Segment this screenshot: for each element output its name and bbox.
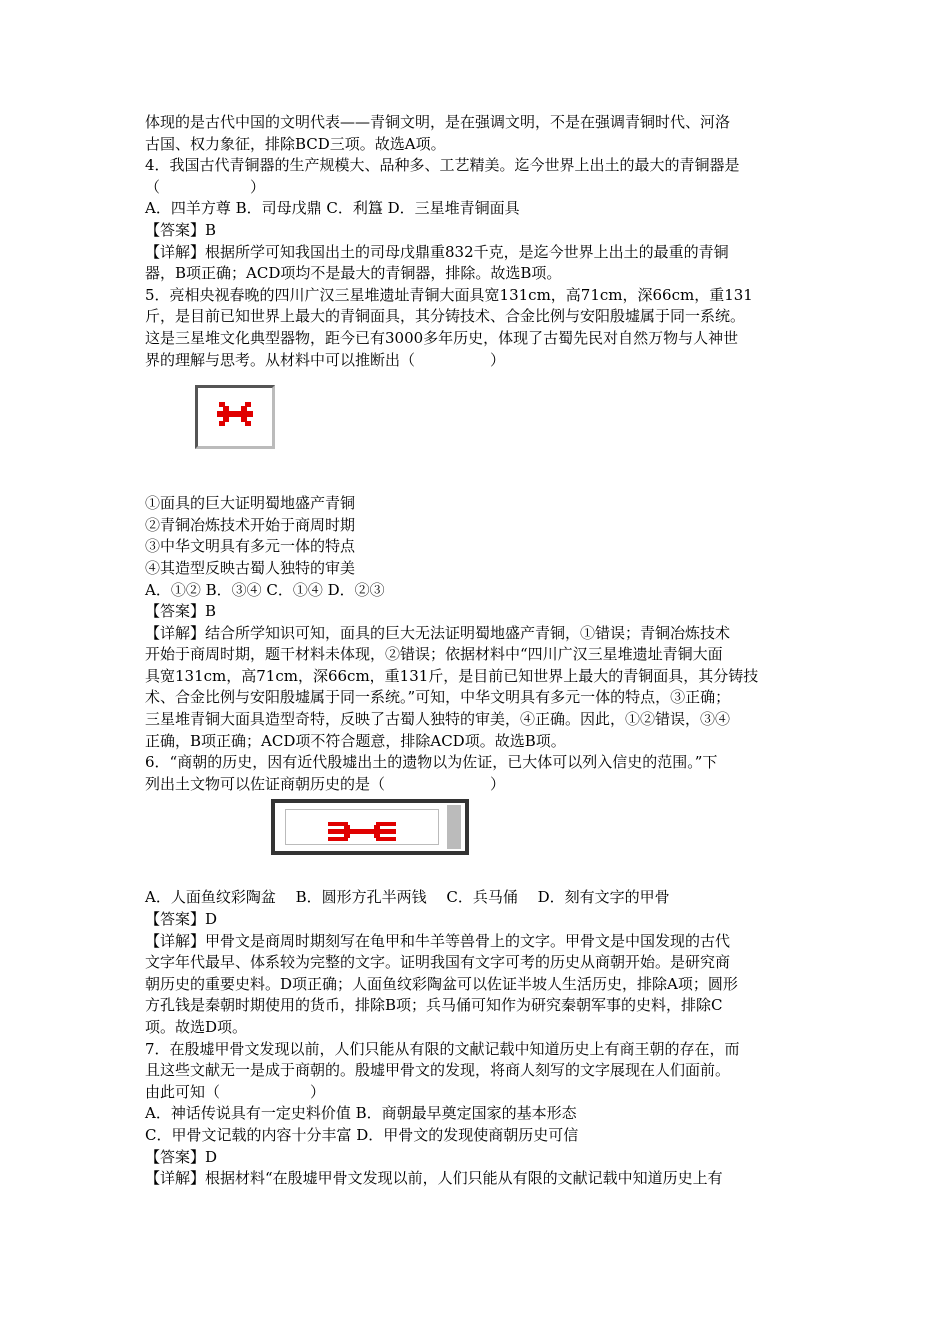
text-line: 项。故选D项。: [145, 1018, 248, 1036]
broken-image-icon: [198, 388, 272, 446]
text-line: 【详解】甲骨文是商周时期刻写在龟甲和牛羊等兽骨上的文字。甲骨文是中国发现的古代: [145, 931, 731, 950]
question-block-4-5: [145, 112, 825, 371]
broken-image-icon: [286, 810, 438, 852]
text-line: 列出土文物可以佐证商朝历史的是（ ）: [145, 774, 506, 793]
text-line: 5．亮相央视春晚的四川广汉三星堆遗址青铜大面具宽131cm，高71cm，深66cm，重131: [145, 285, 753, 304]
text-line: 体现的是古代中国的文明代表——青铜文明，是在强调文明，不是在强调青铜时代、河洛: [145, 113, 731, 131]
text-line: 【详解】根据材料“在殷墟甲骨文发现以前，人们只能从有限的文献记载中知道历史上有: [145, 1169, 723, 1188]
text-line: A．四羊方尊 B．司母戊鼎 C．利簋 D．三星堆青铜面具: [145, 199, 520, 218]
text-line: ①面具的巨大证明蜀地盛产青铜: [145, 494, 356, 513]
text-line: 7．在殷墟甲骨文发现以前，人们只能从有限的文献记载中知道历史上有商王朝的存在，而: [145, 1039, 740, 1058]
text-line: 三星堆青铜大面具造型奇特，反映了古蜀人独特的审美，④正确。因此，①②错误，③④: [145, 710, 731, 729]
text-line: （ ）: [145, 177, 266, 196]
text-line: 这是三星堆文化典型器物，距今已有3000多年历史，体现了古蜀先民对自然万物与人神世: [145, 328, 739, 347]
text-line: 【答案】D: [145, 1147, 218, 1166]
text-line: A．①② B．③④ C．①④ D．②③: [145, 580, 385, 599]
text-line: 由此可知（ ）: [145, 1082, 326, 1101]
text-line: 开始于商周时期，题干材料未体现，②错误；依据材料中“四川广汉三星堆遗址青铜大面: [145, 645, 723, 664]
text-line: 器，B项正确；ACD项均不是最大的青铜器，排除。故选B项。: [145, 264, 562, 283]
text-line: 【答案】D: [145, 910, 218, 929]
text-line: A．神话传说具有一定史料价值 B．商朝最早奠定国家的基本形态: [145, 1104, 577, 1123]
text-line: 文字年代最早、体系较为完整的文字。证明我国有文字可考的历史从商朝开始。是研究商: [145, 953, 731, 972]
text-line: ②青铜冶炼技术开始于商周时期: [145, 515, 356, 534]
text-line: 正确，B项正确；ACD项不符合题意，排除ACD项。故选B项。: [145, 731, 566, 750]
question-block-6-7: [145, 887, 825, 1189]
text-line: 具宽131cm，高71cm，深66cm，重131斤，是目前已知世界上最大的青铜面具，其分铸技: [145, 666, 759, 685]
text-line: 4．我国古代青铜器的生产规模大、品种多、工艺精美。迄今世界上出土的最大的青铜器是: [145, 156, 740, 175]
text-line: 且这些文献无一是成于商朝的。殷墟甲骨文的发现，将商人刻写的文字展现在人们面前。: [145, 1061, 731, 1080]
text-line: 朝历史的重要史料。D项正确；人面鱼纹彩陶盆可以佐证半坡人生活历史，排除A项；圆形: [145, 974, 738, 993]
scroll-bar: [447, 805, 461, 849]
document-page: [145, 112, 825, 1190]
question-block-5-6: [145, 493, 825, 795]
text-line: C．甲骨文记载的内容十分丰富 D．甲骨文的发现使商朝历史可信: [145, 1125, 579, 1144]
text-line: 6．“商朝的历史，因有近代殷墟出土的遗物以为佐证，已大体可以列入信史的范围。”下: [145, 753, 718, 772]
text-line: 【答案】B: [145, 602, 217, 621]
broken-image-frame: [195, 385, 275, 449]
artifacts-image-placeholder: [145, 795, 825, 887]
text-line: 术、合金比例与安阳殷墟属于同一系统。”可知，中华文明具有多元一体的特点，③正确；: [145, 688, 731, 707]
text-line: 【答案】B: [145, 220, 217, 239]
text-line: 界的理解与思考。从材料中可以推断出（ ）: [145, 350, 506, 369]
mask-image-placeholder: [145, 371, 825, 493]
broken-image-frame: [271, 799, 469, 855]
text-line: 【详解】结合所学知识可知，面具的巨大无法证明蜀地盛产青铜，①错误；青铜冶炼技术: [145, 623, 731, 642]
text-line: 斤，是目前已知世界上最大的青铜面具，其分铸技术、合金比例与安阳殷墟属于同一系统。: [145, 307, 746, 326]
text-line: ③中华文明具有多元一体的特点: [145, 537, 356, 556]
text-line: ④其造型反映古蜀人独特的审美: [145, 558, 356, 577]
text-line: 古国、权力象征，排除BCD三项。故选A项。: [145, 134, 446, 153]
text-line: 【详解】根据所学可知我国出土的司母戊鼎重832千克，是迄今世界上出土的最重的青铜: [145, 242, 729, 261]
text-line: 方孔钱是秦朝时期使用的货币，排除B项；兵马俑可知作为研究秦朝军事的史料，排除C: [145, 996, 723, 1015]
text-line: A．人面鱼纹彩陶盆 B．圆形方孔半两钱 C．兵马俑 D．刻有文字的甲骨: [145, 888, 670, 907]
